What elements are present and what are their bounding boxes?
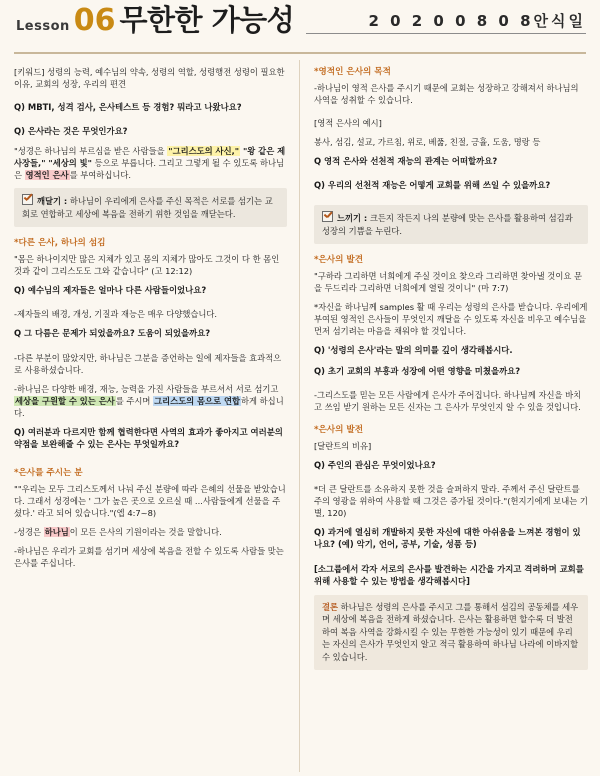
paragraph-1-part4: 를 부여하십니다.	[69, 170, 132, 181]
header-divider	[14, 52, 586, 54]
paragraph-5-highlight1: 세상을 구원할 수 있는 은사	[15, 395, 115, 406]
question-5: Q) 여러분과 다르지만 함께 협력한다면 사역의 효과가 좋아지고 여러분의 약점을 보완해줄 수 있는 은사는 무엇일까요?	[14, 426, 283, 449]
bracket-examples: [영적 은사의 예시]	[314, 118, 382, 129]
lesson-label: Lesson	[16, 19, 70, 34]
question-2: Q) 은사라는 것은 무엇인가요?	[14, 126, 128, 137]
heading-discovering-gifts: *은사의 발견	[314, 255, 363, 266]
paragraph-5-part1: -하나님은 다양한 배경, 재능, 능력을 가진 사람들을 부르셔서 서로 섬기고	[14, 383, 279, 394]
r-paragraph-2: 봉사, 섬김, 설교, 가르침, 위로, 베풂, 친절, 긍휼, 도움, 명랑 등	[314, 137, 541, 148]
checkbox-icon	[322, 211, 333, 222]
paragraph-3: -제자들의 배경, 개성, 기질과 재능은 매우 다양했습니다.	[14, 309, 218, 320]
lesson-number: 06	[73, 3, 116, 38]
paragraph-5	[14, 383, 287, 419]
spacer	[14, 458, 287, 467]
question-1: Q) MBTI, 성격 검사, 은사테스트 등 경험? 뭐라고 나왔나요?	[14, 101, 242, 112]
paragraph-8: -하나님은 우리가 교회를 섬기며 세상에 복음을 전할 수 있도록 사람들 맞는 은사를 주십니다.	[14, 546, 284, 569]
paragraph-7-part2: 이 모든 은사의 기원이라는 것을 말합니다.	[69, 527, 222, 538]
heading-gift-giver: *은사를 주시는 분	[14, 468, 83, 479]
right-column	[300, 60, 600, 772]
paragraph-4: -다른 부분이 많았지만, 하나님은 그분을 증언하는 일에 제자들을 효과적으로 사용하셨습니다.	[14, 352, 282, 375]
conclusion-label: 결론	[322, 601, 339, 612]
r-question-3: Q) '성령의 은사'라는 말의 의미를 깊이 생각해봅시다.	[314, 345, 513, 356]
paragraph-1-highlight1: "그리스도의 사신,"	[168, 146, 240, 157]
paragraph-5-part2: 를 주시며	[115, 395, 154, 406]
bracket-talents-parable: [달란트의 비유]	[314, 440, 372, 451]
r-question-5: Q) 주인의 관심은 무엇이었나요?	[314, 459, 436, 470]
r-paragraph-6: *더 큰 달란트를 소유하지 못한 것을 슬퍼하지 말라. 주께서 주신 달란트를 주의 영광을 위하여 사용할 때 그것은 증가될 것이다."(헌지기에게 보내는 기별, 120)	[314, 484, 588, 519]
r-question-2: Q) 우리의 선천적 재능은 어떻게 교회를 위해 쓰일 수 있을까요?	[314, 180, 551, 191]
paragraph-7	[14, 526, 287, 538]
paragraph-1-highlight2: 영적인 은사	[25, 170, 69, 181]
paragraph-1-part3: 등으로 부릅니다. 그리고 그렇게 될 수 있도록 하나님은	[14, 158, 285, 181]
paragraph-2: "몸은 하나이지만 많은 지체가 있고 몸의 지체가 많아도 그것이 다 한 몸인 것과 같이 그리스도도 그와 같습니다" (고 12:12)	[14, 254, 280, 277]
r-paragraph-4: *자신을 하나님께 samples 활 때 우리는 성령의 은사를 받습니다. 우리에게 부여된 영적인 은사들이 무엇인지 깨달을 수 있도록 자신을 비우고 예수님을 먼저 섬기려는 마음을 채워야 할 것입니다.	[314, 302, 588, 337]
callout-realize-title: 깨달기 :	[37, 196, 68, 207]
callout-feel-text: 크든지 작든지 나의 분량에 맞는 은사를 활용하여 섬김과 성장의 기쁨을 누린다.	[322, 213, 573, 236]
question-3: Q) 예수님의 제자들은 얼마나 다른 사람들이었나요?	[14, 285, 207, 296]
left-column	[0, 60, 300, 772]
callout-feel	[314, 205, 588, 244]
r-paragraph-1: -하나님이 영적 은사를 주시기 때문에 교회는 성장하고 강해져서 하나님의 사역을 성취할 수 있습니다.	[314, 83, 579, 106]
paragraph-1-part2: "왕 같은 제사장들," "세상의 빛"	[14, 146, 286, 169]
heading-developing-gifts: *은사의 발전	[314, 424, 363, 435]
paragraph-6: ""우리는 모두 그리스도께서 나눠 주신 분량에 따라 은혜의 선물을 받았습니다. 그래서 성경에는 ' 그가 높은 곳으로 오르실 때 ...사람들에게 선물을 주셨다.' 라고 되어 있습니다."(엡 4:7~8)	[14, 484, 286, 519]
conclusion-text: 하나님은 성령의 은사를 주시고 그를 통해서 섬김의 공동체를 세우며 세상에 복음을 전하게 하셨습니다. 은사는 활용하면 할수록 더 발전하여 복음 사역을 강화시킬 수 있는 무한한 가능성이 있기 때문에 우리는 자신의 은사가 무엇인지 알고 적극 활용하여 하나님 나라에 이바지할 수 있습니다.	[322, 601, 579, 662]
checkbox-icon	[22, 194, 33, 205]
keyword-text: 성령의 능력, 예수님의 약속, 성령의 역할, 성령행전 성령이 필요한 이유, 교회의 성장, 우리의 편견	[14, 67, 285, 90]
r-question-1: Q 영적 은사와 선천적 재능의 관계는 어떠할까요?	[314, 156, 498, 167]
r-question-4: Q) 초기 교회의 부흥과 성장에 어떤 영향을 미쳤을까요?	[314, 365, 521, 376]
page-title: 무한한 가능성	[119, 3, 295, 37]
name-value: 안식일	[533, 12, 586, 30]
callout-feel-title: 느끼기 :	[337, 213, 368, 224]
two-column-body	[0, 60, 600, 772]
date-value: 2 0 2 0 0 8 0 8	[368, 12, 534, 30]
paragraph-1	[14, 145, 287, 181]
r-paragraph-3: "구하라 그리하면 너희에게 주실 것이요 찾으라 그리하면 찾아낼 것이요 문을 두드리라 그리하면 너희에게 열릴 것이니" (마 7:7)	[314, 271, 582, 294]
spacer	[314, 199, 588, 203]
keyword-label: [키워드]	[14, 67, 45, 77]
r-paragraph-5: -그리스도를 믿는 모든 사람에게 은사가 주어집니다. 하나님께 자신을 바치고 쓰임 받기 원하는 모든 신자는 그 은사가 무엇인지 알 수 있을 것입니다.	[314, 389, 582, 412]
question-4: Q 그 다름은 문제가 되었을까요? 도움이 되었을까요?	[14, 328, 211, 339]
paragraph-7-highlight: 하나님	[44, 527, 69, 538]
callout-realize	[14, 188, 287, 227]
paragraph-7-part1: -성경은	[14, 527, 44, 538]
heading-purpose-of-gifts: *영적인 은사의 목적	[314, 67, 391, 77]
date-name-field	[306, 10, 586, 34]
conclusion-box	[314, 595, 588, 670]
r-group-activity: [소그룹에서 각자 서로의 은사를 발견하는 시간을 가지고 격려하며 교회를 위해 사용할 수 있는 방법을 생각해봅시다]	[314, 563, 584, 586]
page-header	[0, 0, 600, 58]
paragraph-5-highlight2: 그리스도의 몸으로 연합	[154, 395, 240, 406]
keyword-paragraph	[14, 66, 287, 91]
paragraph-5-part3: 하게 하십니다.	[14, 395, 284, 418]
date-underline	[306, 33, 586, 34]
callout-realize-text: 하나님이 우리에게 은사를 주신 목적은 서로를 섬기는 교회로 연합하고 세상에 복음을 전하기 위한 것임을 깨닫는다.	[22, 196, 273, 219]
heading-different-gifts: *다른 은사, 하나의 섬김	[14, 238, 106, 249]
paragraph-1-part1: "성경은 하나님의 부르심을 받은 사람들을	[14, 146, 168, 157]
r-question-6: Q) 과거에 열심히 개발하지 못한 자신에 대한 아쉬움을 느껴본 경험이 있나요? (예) 악기, 언어, 공부, 기술, 성품 등)	[314, 527, 581, 550]
